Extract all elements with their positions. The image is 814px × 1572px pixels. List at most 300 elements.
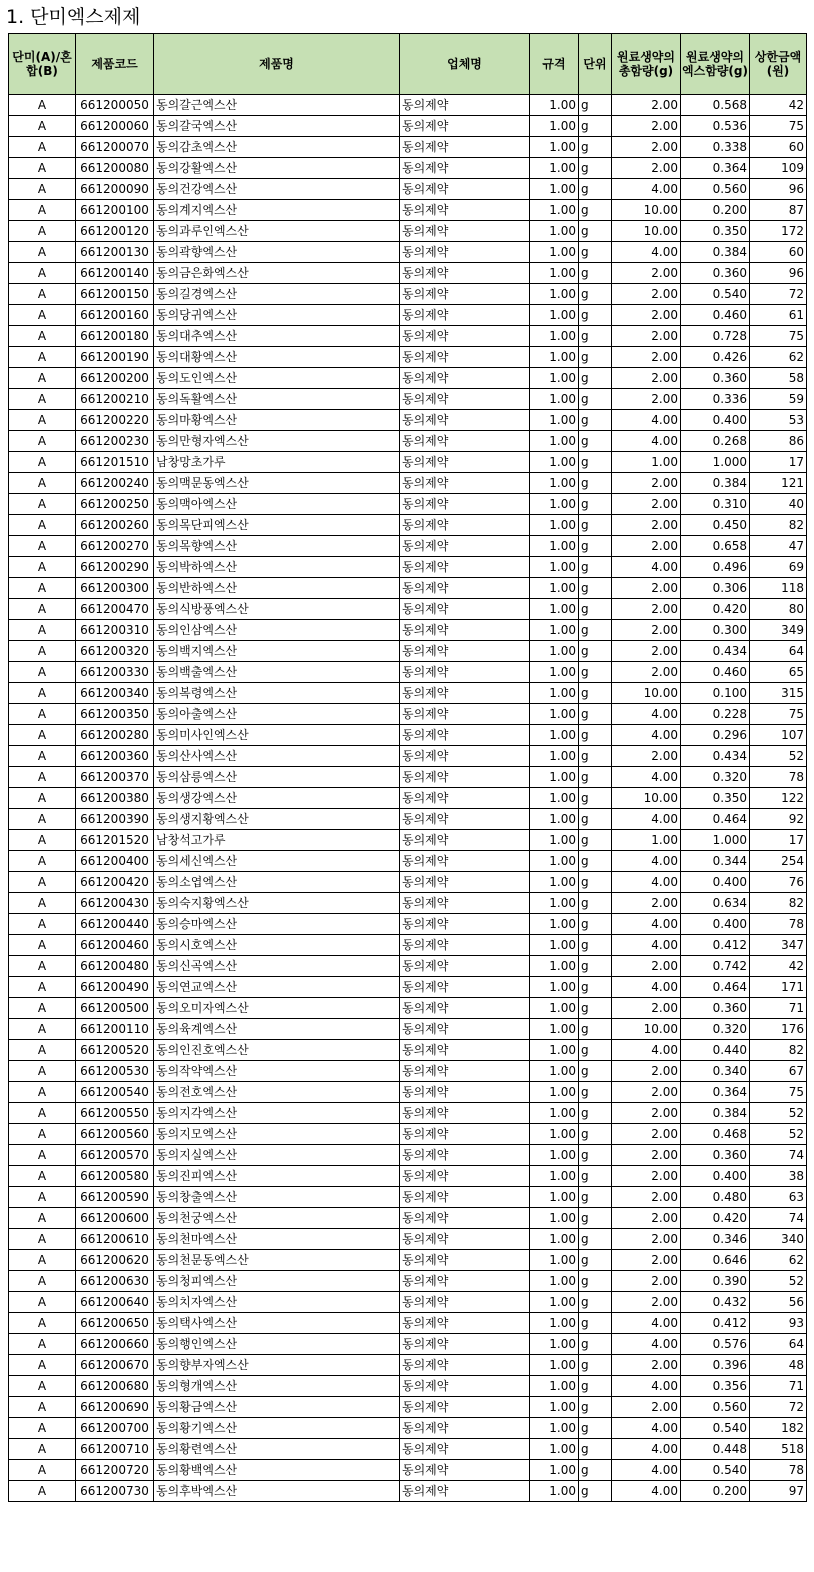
cell-unit: g — [579, 305, 612, 326]
cell-extract-amount: 0.658 — [681, 536, 750, 557]
cell-max-price: 82 — [750, 893, 807, 914]
cell-extract-amount: 0.360 — [681, 368, 750, 389]
cell-spec: 1.00 — [530, 725, 579, 746]
cell-spec: 1.00 — [530, 263, 579, 284]
table-header-row — [9, 34, 807, 95]
cell-type: A — [9, 998, 76, 1019]
cell-max-price: 74 — [750, 1145, 807, 1166]
cell-total-amount: 2.00 — [612, 662, 681, 683]
cell-unit: g — [579, 1166, 612, 1187]
cell-type: A — [9, 158, 76, 179]
cell-company: 동의제약 — [400, 389, 530, 410]
cell-extract-amount: 0.646 — [681, 1250, 750, 1271]
cell-product-name: 동의행인엑스산 — [154, 1334, 400, 1355]
cell-total-amount: 2.00 — [612, 641, 681, 662]
cell-max-price: 52 — [750, 1271, 807, 1292]
cell-total-amount: 4.00 — [612, 914, 681, 935]
cell-unit: g — [579, 851, 612, 872]
cell-product-name: 동의천문동엑스산 — [154, 1250, 400, 1271]
cell-product-name: 동의당귀엑스산 — [154, 305, 400, 326]
cell-code: 661200690 — [76, 1397, 154, 1418]
cell-extract-amount: 0.364 — [681, 1082, 750, 1103]
cell-unit: g — [579, 893, 612, 914]
cell-unit: g — [579, 725, 612, 746]
cell-type: A — [9, 893, 76, 914]
cell-extract-amount: 0.426 — [681, 347, 750, 368]
cell-max-price: 40 — [750, 494, 807, 515]
cell-code: 661200600 — [76, 1208, 154, 1229]
cell-max-price: 42 — [750, 95, 807, 116]
table-row — [9, 1250, 807, 1271]
cell-company: 동의제약 — [400, 95, 530, 116]
table-row — [9, 1040, 807, 1061]
cell-company: 동의제약 — [400, 1019, 530, 1040]
cell-extract-amount: 0.100 — [681, 683, 750, 704]
cell-unit: g — [579, 347, 612, 368]
cell-max-price: 52 — [750, 1124, 807, 1145]
cell-type: A — [9, 431, 76, 452]
cell-unit: g — [579, 578, 612, 599]
cell-code: 661201510 — [76, 452, 154, 473]
table-row — [9, 1082, 807, 1103]
table-row — [9, 956, 807, 977]
cell-type: A — [9, 137, 76, 158]
cell-code: 661200100 — [76, 200, 154, 221]
cell-total-amount: 4.00 — [612, 1481, 681, 1502]
cell-company: 동의제약 — [400, 914, 530, 935]
cell-code: 661201520 — [76, 830, 154, 851]
cell-total-amount: 2.00 — [612, 326, 681, 347]
cell-spec: 1.00 — [530, 1439, 579, 1460]
cell-unit: g — [579, 809, 612, 830]
cell-type: A — [9, 872, 76, 893]
cell-spec: 1.00 — [530, 914, 579, 935]
cell-code: 661200310 — [76, 620, 154, 641]
cell-extract-amount: 0.634 — [681, 893, 750, 914]
cell-extract-amount: 0.300 — [681, 620, 750, 641]
cell-company: 동의제약 — [400, 1145, 530, 1166]
cell-total-amount: 4.00 — [612, 1376, 681, 1397]
cell-type: A — [9, 851, 76, 872]
cell-company: 동의제약 — [400, 872, 530, 893]
cell-code: 661200340 — [76, 683, 154, 704]
cell-code: 661200680 — [76, 1376, 154, 1397]
cell-total-amount: 4.00 — [612, 851, 681, 872]
cell-max-price: 107 — [750, 725, 807, 746]
cell-code: 661200370 — [76, 767, 154, 788]
cell-total-amount: 2.00 — [612, 1397, 681, 1418]
cell-unit: g — [579, 221, 612, 242]
cell-spec: 1.00 — [530, 746, 579, 767]
cell-unit: g — [579, 977, 612, 998]
cell-company: 동의제약 — [400, 221, 530, 242]
cell-total-amount: 4.00 — [612, 1418, 681, 1439]
cell-product-name: 동의감초엑스산 — [154, 137, 400, 158]
cell-total-amount: 2.00 — [612, 389, 681, 410]
cell-product-name: 동의과루인엑스산 — [154, 221, 400, 242]
cell-spec: 1.00 — [530, 662, 579, 683]
cell-type: A — [9, 1334, 76, 1355]
cell-extract-amount: 0.384 — [681, 242, 750, 263]
cell-product-name: 동의황백엑스산 — [154, 1460, 400, 1481]
cell-product-name: 동의삼릉엑스산 — [154, 767, 400, 788]
cell-unit: g — [579, 431, 612, 452]
cell-code: 661200070 — [76, 137, 154, 158]
cell-spec: 1.00 — [530, 1166, 579, 1187]
cell-total-amount: 1.00 — [612, 830, 681, 851]
cell-spec: 1.00 — [530, 977, 579, 998]
cell-spec: 1.00 — [530, 116, 579, 137]
cell-type: A — [9, 536, 76, 557]
cell-company: 동의제약 — [400, 767, 530, 788]
cell-company: 동의제약 — [400, 1040, 530, 1061]
table-row — [9, 494, 807, 515]
cell-company: 동의제약 — [400, 200, 530, 221]
cell-extract-amount: 0.200 — [681, 200, 750, 221]
cell-max-price: 62 — [750, 347, 807, 368]
cell-max-price: 86 — [750, 431, 807, 452]
table-row — [9, 1376, 807, 1397]
cell-product-name: 동의지각엑스산 — [154, 1103, 400, 1124]
cell-spec: 1.00 — [530, 242, 579, 263]
cell-product-name: 동의청피엑스산 — [154, 1271, 400, 1292]
cell-max-price: 64 — [750, 641, 807, 662]
cell-extract-amount: 0.336 — [681, 389, 750, 410]
cell-type: A — [9, 515, 76, 536]
cell-company: 동의제약 — [400, 746, 530, 767]
cell-extract-amount: 0.480 — [681, 1187, 750, 1208]
cell-spec: 1.00 — [530, 326, 579, 347]
cell-type: A — [9, 95, 76, 116]
cell-total-amount: 2.00 — [612, 536, 681, 557]
cell-type: A — [9, 725, 76, 746]
cell-max-price: 315 — [750, 683, 807, 704]
cell-extract-amount: 0.464 — [681, 809, 750, 830]
cell-max-price: 109 — [750, 158, 807, 179]
cell-product-name: 동의생지황엑스산 — [154, 809, 400, 830]
col-header-unit: 단위 — [579, 34, 612, 95]
cell-extract-amount: 0.350 — [681, 221, 750, 242]
table-row — [9, 116, 807, 137]
cell-extract-amount: 0.412 — [681, 935, 750, 956]
table-row — [9, 179, 807, 200]
cell-company: 동의제약 — [400, 977, 530, 998]
cell-product-name: 동의지모엑스산 — [154, 1124, 400, 1145]
cell-company: 동의제약 — [400, 347, 530, 368]
cell-unit: g — [579, 494, 612, 515]
cell-company: 동의제약 — [400, 830, 530, 851]
cell-company: 동의제약 — [400, 893, 530, 914]
table-row — [9, 1418, 807, 1439]
cell-company: 동의제약 — [400, 662, 530, 683]
col-header-product: 제품명 — [154, 34, 400, 95]
table-row — [9, 1166, 807, 1187]
cell-product-name: 동의세신엑스산 — [154, 851, 400, 872]
cell-code: 661200050 — [76, 95, 154, 116]
cell-product-name: 동의독활엑스산 — [154, 389, 400, 410]
cell-unit: g — [579, 263, 612, 284]
cell-product-name: 동의갈근엑스산 — [154, 95, 400, 116]
cell-total-amount: 2.00 — [612, 305, 681, 326]
cell-type: A — [9, 977, 76, 998]
table-row — [9, 158, 807, 179]
cell-total-amount: 2.00 — [612, 515, 681, 536]
cell-code: 661200500 — [76, 998, 154, 1019]
cell-spec: 1.00 — [530, 956, 579, 977]
cell-extract-amount: 0.356 — [681, 1376, 750, 1397]
cell-max-price: 17 — [750, 830, 807, 851]
cell-spec: 1.00 — [530, 851, 579, 872]
cell-spec: 1.00 — [530, 536, 579, 557]
cell-code: 661200660 — [76, 1334, 154, 1355]
cell-total-amount: 2.00 — [612, 620, 681, 641]
cell-total-amount: 2.00 — [612, 746, 681, 767]
cell-code: 661200270 — [76, 536, 154, 557]
cell-unit: g — [579, 284, 612, 305]
cell-extract-amount: 0.434 — [681, 746, 750, 767]
cell-max-price: 80 — [750, 599, 807, 620]
table-row — [9, 1124, 807, 1145]
cell-unit: g — [579, 557, 612, 578]
cell-max-price: 118 — [750, 578, 807, 599]
cell-extract-amount: 0.576 — [681, 1334, 750, 1355]
cell-code: 661200480 — [76, 956, 154, 977]
table-row — [9, 662, 807, 683]
cell-code: 661200730 — [76, 1481, 154, 1502]
cell-type: A — [9, 263, 76, 284]
table-row — [9, 599, 807, 620]
cell-total-amount: 2.00 — [612, 1187, 681, 1208]
cell-code: 661200230 — [76, 431, 154, 452]
cell-product-name: 동의황금엑스산 — [154, 1397, 400, 1418]
cell-max-price: 182 — [750, 1418, 807, 1439]
cell-max-price: 75 — [750, 704, 807, 725]
table-row — [9, 452, 807, 473]
cell-total-amount: 2.00 — [612, 137, 681, 158]
cell-total-amount: 2.00 — [612, 1124, 681, 1145]
table-row — [9, 1229, 807, 1250]
cell-max-price: 72 — [750, 284, 807, 305]
table-row — [9, 557, 807, 578]
cell-type: A — [9, 1313, 76, 1334]
cell-code: 661200300 — [76, 578, 154, 599]
cell-extract-amount: 0.384 — [681, 1103, 750, 1124]
cell-unit: g — [579, 452, 612, 473]
cell-max-price: 61 — [750, 305, 807, 326]
table-row — [9, 1355, 807, 1376]
cell-total-amount: 10.00 — [612, 200, 681, 221]
cell-total-amount: 4.00 — [612, 1334, 681, 1355]
cell-product-name: 동의대추엑스산 — [154, 326, 400, 347]
cell-product-name: 동의전호엑스산 — [154, 1082, 400, 1103]
cell-unit: g — [579, 599, 612, 620]
table-row — [9, 1397, 807, 1418]
cell-total-amount: 2.00 — [612, 1166, 681, 1187]
cell-max-price: 82 — [750, 515, 807, 536]
cell-spec: 1.00 — [530, 1019, 579, 1040]
cell-extract-amount: 0.400 — [681, 410, 750, 431]
cell-company: 동의제약 — [400, 704, 530, 725]
table-row — [9, 641, 807, 662]
cell-extract-amount: 0.340 — [681, 1061, 750, 1082]
cell-spec: 1.00 — [530, 200, 579, 221]
cell-total-amount: 4.00 — [612, 1460, 681, 1481]
cell-type: A — [9, 578, 76, 599]
cell-spec: 1.00 — [530, 158, 579, 179]
cell-spec: 1.00 — [530, 578, 579, 599]
cell-product-name: 동의생강엑스산 — [154, 788, 400, 809]
cell-unit: g — [579, 704, 612, 725]
cell-company: 동의제약 — [400, 473, 530, 494]
cell-unit: g — [579, 1292, 612, 1313]
cell-extract-amount: 0.568 — [681, 95, 750, 116]
cell-max-price: 48 — [750, 1355, 807, 1376]
cell-type: A — [9, 284, 76, 305]
cell-company: 동의제약 — [400, 620, 530, 641]
cell-company: 동의제약 — [400, 179, 530, 200]
table-row — [9, 1439, 807, 1460]
cell-max-price: 96 — [750, 179, 807, 200]
cell-company: 동의제약 — [400, 557, 530, 578]
cell-unit: g — [579, 1334, 612, 1355]
cell-spec: 1.00 — [530, 1040, 579, 1061]
cell-type: A — [9, 368, 76, 389]
cell-product-name: 동의박하엑스산 — [154, 557, 400, 578]
cell-code: 661200580 — [76, 1166, 154, 1187]
cell-total-amount: 2.00 — [612, 368, 681, 389]
cell-total-amount: 10.00 — [612, 221, 681, 242]
cell-type: A — [9, 116, 76, 137]
cell-unit: g — [579, 242, 612, 263]
cell-total-amount: 2.00 — [612, 473, 681, 494]
cell-spec: 1.00 — [530, 389, 579, 410]
cell-product-name: 동의택사엑스산 — [154, 1313, 400, 1334]
cell-type: A — [9, 599, 76, 620]
cell-max-price: 75 — [750, 326, 807, 347]
table-row — [9, 221, 807, 242]
cell-unit: g — [579, 1208, 612, 1229]
cell-unit: g — [579, 326, 612, 347]
cell-company: 동의제약 — [400, 1124, 530, 1145]
cell-type: A — [9, 1124, 76, 1145]
cell-company: 동의제약 — [400, 1271, 530, 1292]
cell-product-name: 동의목단피엑스산 — [154, 515, 400, 536]
cell-max-price: 122 — [750, 788, 807, 809]
cell-code: 661200420 — [76, 872, 154, 893]
cell-spec: 1.00 — [530, 1334, 579, 1355]
cell-type: A — [9, 347, 76, 368]
cell-type: A — [9, 1103, 76, 1124]
cell-extract-amount: 0.728 — [681, 326, 750, 347]
table-row — [9, 515, 807, 536]
cell-spec: 1.00 — [530, 767, 579, 788]
cell-product-name: 동의황기엑스산 — [154, 1418, 400, 1439]
cell-total-amount: 4.00 — [612, 725, 681, 746]
cell-max-price: 87 — [750, 200, 807, 221]
cell-max-price: 254 — [750, 851, 807, 872]
table-row — [9, 263, 807, 284]
cell-code: 661200150 — [76, 284, 154, 305]
table-row — [9, 746, 807, 767]
cell-code: 661200120 — [76, 221, 154, 242]
cell-unit: g — [579, 1082, 612, 1103]
cell-extract-amount: 0.360 — [681, 998, 750, 1019]
cell-code: 661200280 — [76, 725, 154, 746]
cell-unit: g — [579, 914, 612, 935]
col-header-extract-amount: 원료생약의엑스함량(g) — [681, 34, 750, 95]
cell-code: 661200700 — [76, 1418, 154, 1439]
cell-product-name: 동의반하엑스산 — [154, 578, 400, 599]
table-row — [9, 809, 807, 830]
cell-type: A — [9, 305, 76, 326]
cell-type: A — [9, 1208, 76, 1229]
cell-total-amount: 4.00 — [612, 179, 681, 200]
cell-type: A — [9, 1061, 76, 1082]
cell-extract-amount: 0.396 — [681, 1355, 750, 1376]
table-row — [9, 725, 807, 746]
cell-code: 661200110 — [76, 1019, 154, 1040]
cell-spec: 1.00 — [530, 557, 579, 578]
cell-product-name: 동의아출엑스산 — [154, 704, 400, 725]
cell-type: A — [9, 389, 76, 410]
cell-extract-amount: 0.742 — [681, 956, 750, 977]
cell-code: 661200220 — [76, 410, 154, 431]
cell-company: 동의제약 — [400, 515, 530, 536]
cell-extract-amount: 0.420 — [681, 1208, 750, 1229]
cell-extract-amount: 0.364 — [681, 158, 750, 179]
cell-unit: g — [579, 1040, 612, 1061]
cell-spec: 1.00 — [530, 1460, 579, 1481]
cell-unit: g — [579, 368, 612, 389]
table-row — [9, 704, 807, 725]
cell-max-price: 42 — [750, 956, 807, 977]
cell-unit: g — [579, 1145, 612, 1166]
cell-total-amount: 2.00 — [612, 1103, 681, 1124]
cell-total-amount: 2.00 — [612, 116, 681, 137]
cell-max-price: 78 — [750, 767, 807, 788]
cell-code: 661200330 — [76, 662, 154, 683]
cell-extract-amount: 0.540 — [681, 1460, 750, 1481]
table-row — [9, 137, 807, 158]
cell-extract-amount: 0.536 — [681, 116, 750, 137]
cell-code: 661200430 — [76, 893, 154, 914]
cell-max-price: 82 — [750, 1040, 807, 1061]
table-row — [9, 998, 807, 1019]
cell-total-amount: 2.00 — [612, 998, 681, 1019]
cell-total-amount: 4.00 — [612, 557, 681, 578]
cell-product-name: 동의신곡엑스산 — [154, 956, 400, 977]
cell-spec: 1.00 — [530, 95, 579, 116]
cell-max-price: 60 — [750, 137, 807, 158]
cell-product-name: 동의오미자엑스산 — [154, 998, 400, 1019]
cell-product-name: 동의후박엑스산 — [154, 1481, 400, 1502]
cell-spec: 1.00 — [530, 935, 579, 956]
table-row — [9, 935, 807, 956]
cell-total-amount: 4.00 — [612, 1313, 681, 1334]
cell-max-price: 52 — [750, 1103, 807, 1124]
cell-company: 동의제약 — [400, 1208, 530, 1229]
cell-max-price: 75 — [750, 1082, 807, 1103]
cell-type: A — [9, 452, 76, 473]
table-row — [9, 1145, 807, 1166]
cell-product-name: 동의맥아엑스산 — [154, 494, 400, 515]
cell-company: 동의제약 — [400, 1460, 530, 1481]
cell-total-amount: 4.00 — [612, 872, 681, 893]
cell-company: 동의제약 — [400, 431, 530, 452]
cell-product-name: 동의승마엑스산 — [154, 914, 400, 935]
cell-product-name: 동의목향엑스산 — [154, 536, 400, 557]
cell-spec: 1.00 — [530, 704, 579, 725]
